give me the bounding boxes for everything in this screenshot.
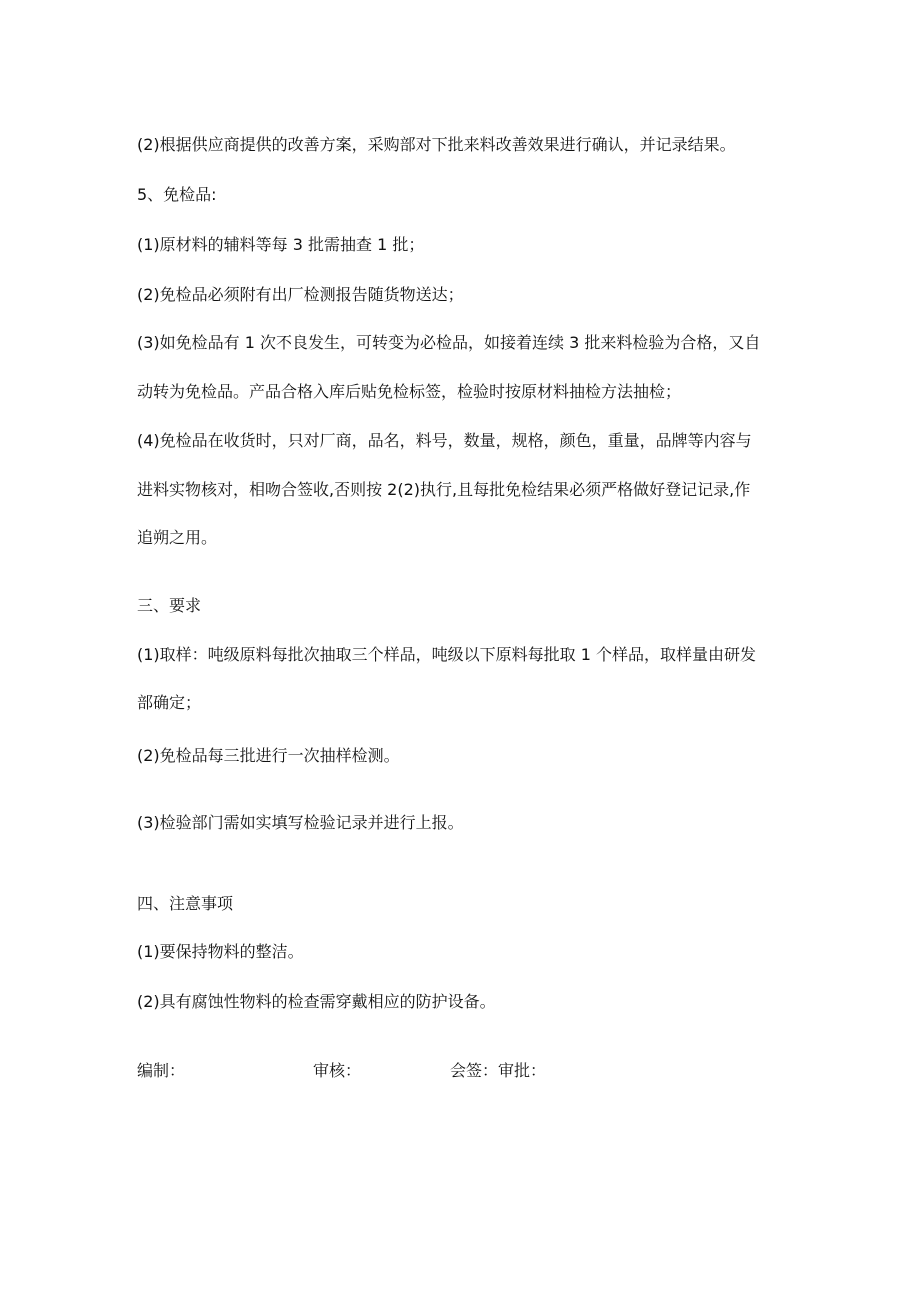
exempt-rule-4-line-1: (4)免检品在收货时，只对厂商，品名，料号，数量，规格，颜色，重量，品牌等内容与 (137, 431, 752, 450)
exempt-rule-3-line-1: (3)如免检品有 1 次不良发生，可转变为必检品，如接着连续 3 批来料检验为合格，又自 (137, 333, 761, 352)
exempt-rule-2: (2)免检品必须附有出厂检测报告随货物送达； (137, 285, 464, 304)
precaution-1: (1)要保持物料的整洁。 (137, 942, 304, 961)
signature-countersign-approve: 会签：审批： (450, 1061, 547, 1080)
section-heading-requirements: 三、要求 (137, 596, 202, 615)
exempt-rule-3-line-2: 动转为免检品。产品合格入库后贴免检标签，检验时按原材料抽检方法抽检； (137, 382, 682, 401)
heading-exempt-items: 5、免检品: (137, 185, 217, 204)
paragraph-supplier-improvement: (2)根据供应商提供的改善方案，采购部对下批来料改善效果进行确认，并记录结果。 (137, 135, 736, 154)
precaution-2: (2)具有腐蚀性物料的检查需穿戴相应的防护设备。 (137, 992, 496, 1011)
requirement-1-line-2: 部确定； (137, 693, 202, 712)
exempt-rule-1: (1)原材料的辅料等每 3 批需抽查 1 批； (137, 235, 425, 254)
signature-review: 审核： (313, 1061, 362, 1080)
section-heading-precautions: 四、注意事项 (137, 894, 234, 913)
requirement-1-line-1: (1)取样：吨级原料每批次抽取三个样品，吨级以下原料每批取 1 个样品，取样量由研发 (137, 645, 757, 664)
exempt-rule-4-line-2: 进料实物核对，相吻合签收,否则按 2(2)执行,且每批免检结果必须严格做好登记记录,作 (137, 480, 751, 499)
requirement-3: (3)检验部门需如实填写检验记录并进行上报。 (137, 813, 464, 832)
signature-compile: 编制： (137, 1061, 186, 1080)
exempt-rule-4-line-3: 追朔之用。 (137, 528, 218, 547)
requirement-2: (2)免检品每三批进行一次抽样检测。 (137, 746, 400, 765)
